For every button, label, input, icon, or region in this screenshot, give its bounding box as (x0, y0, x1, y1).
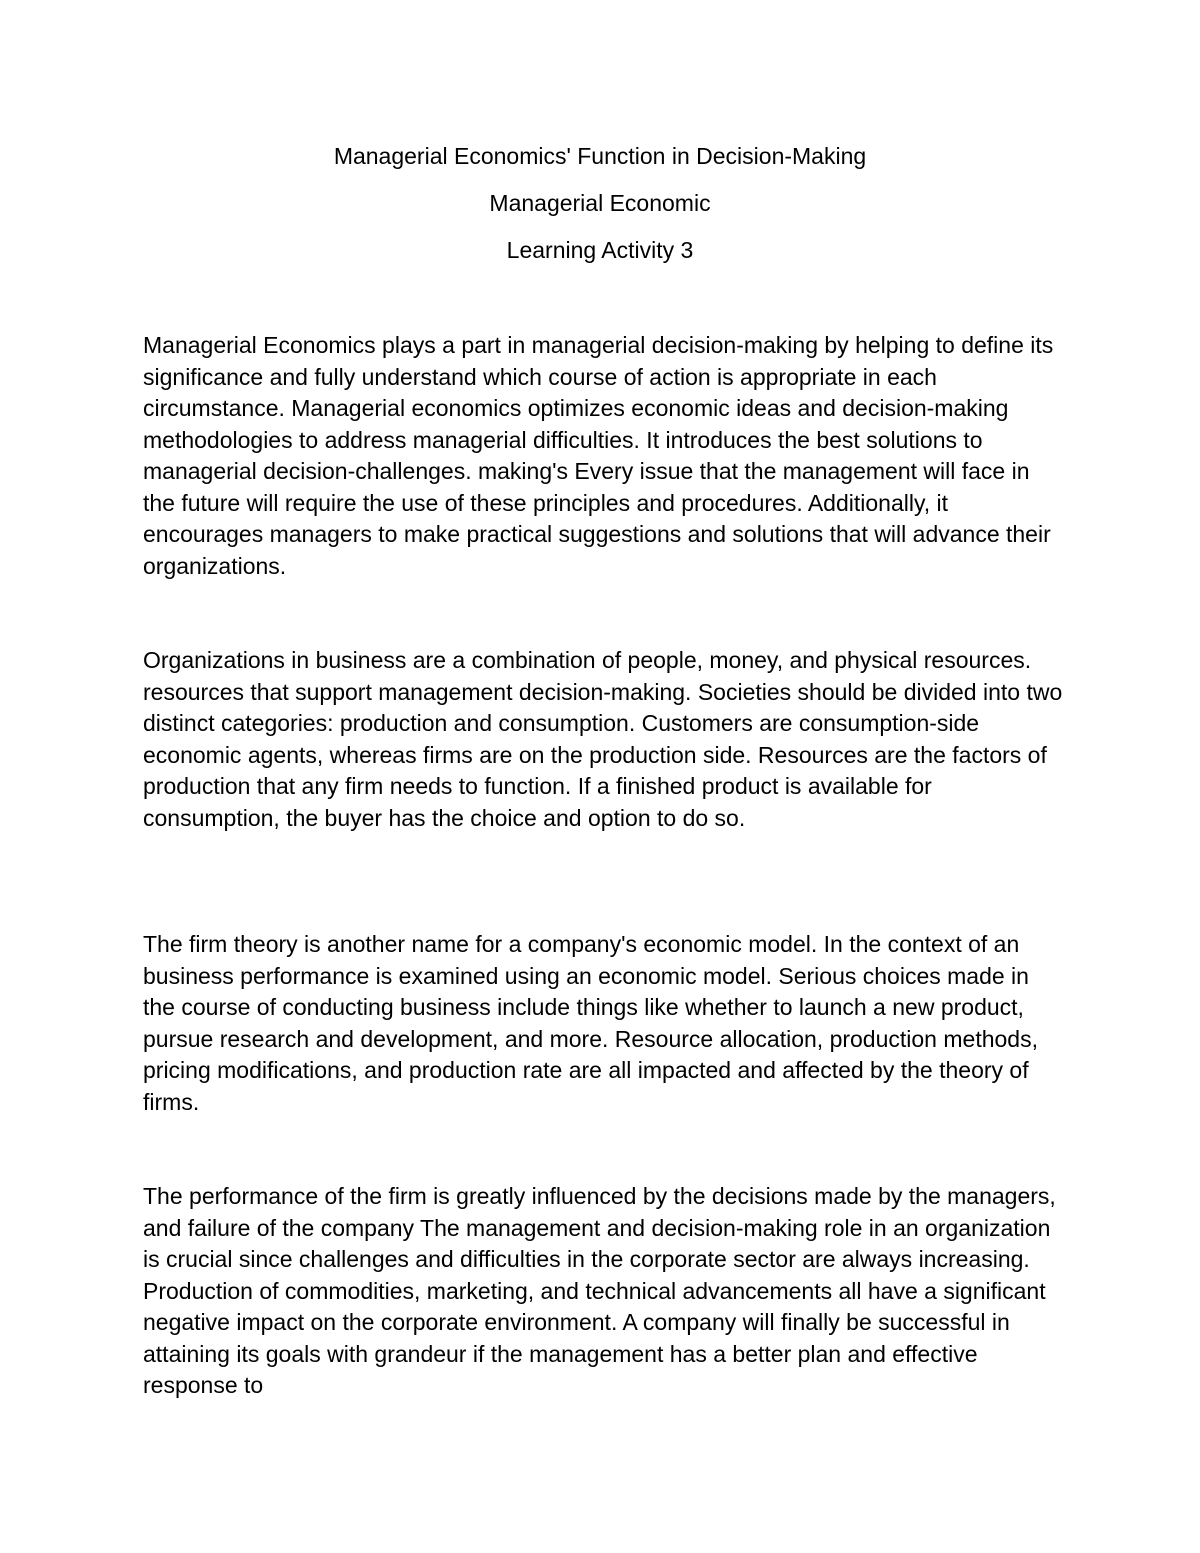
body-paragraph-4: The performance of the firm is greatly influenced by the decisions made by the managers, and failure of the company The management and decision-making role in an organization is crucial since challenges and difficulties in the corporate sector are always increasing. Production of commodities, marketing, and technical advancements all have a significant negative impact on the corporate environment. A company will finally be successful in attaining its goals with grandeur if the management has a better plan and effective response to (143, 1183, 1056, 1398)
activity-label: Learning Activity 3 (506, 237, 694, 263)
document-title: Managerial Economics' Function in Decision-Making (333, 143, 867, 169)
course-name: Managerial Economic (489, 190, 711, 216)
body-paragraph-2: Organizations in business are a combination of people, money, and physical resources. resources that support management decision-making. Societies should be divided into two distinct categories: production and consumption. Customers are consumption-side economic agents, whereas firms are on the production side. Resources are the factors of production that any firm needs to function. If a finished product is available for consumption, the buyer has the choice and option to do so. (143, 647, 1063, 831)
body-paragraph-3: The firm theory is another name for a company's economic model. In the context of an business performance is examined using an economic model. Serious choices made in the course of conducting business include things like whether to launch a new product, pursue research and development, and more. Resource allocation, production methods, pricing modifications, and production rate are all impacted and affected by the theory of firms. (143, 931, 1038, 1115)
body-paragraph-1: Managerial Economics plays a part in managerial decision-making by helping to define its significance and fully understand which course of action is appropriate in each circumstance. Managerial economics optimizes economic ideas and decision-making methodologies to address managerial difficulties. It introduces the best solutions to managerial decision-challenges. making's Every issue that the management will face in the future will require the use of these principles and procedures. Additionally, it encourages managers to make practical suggestions and solutions that will advance their organizations. (143, 332, 1054, 579)
title-block (0, 140, 1200, 281)
